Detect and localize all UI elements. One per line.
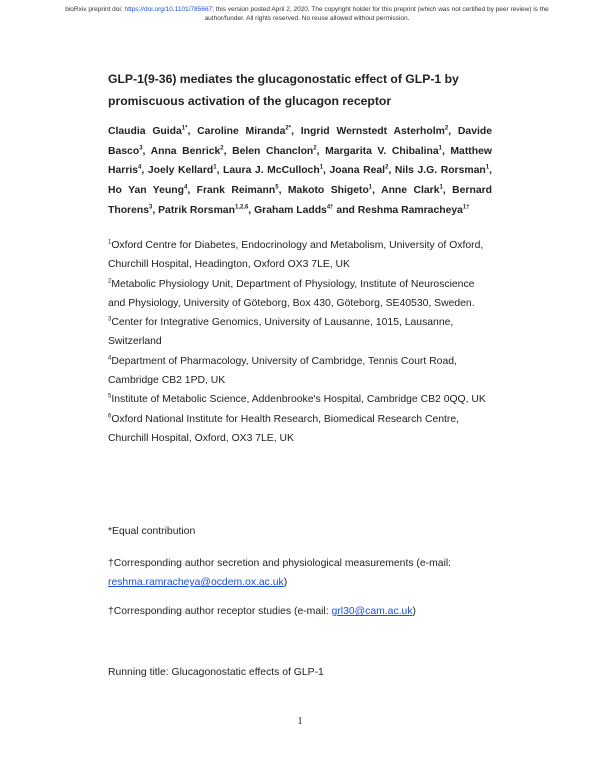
author bbox=[148, 165, 217, 176]
page-number: 1 bbox=[297, 716, 303, 727]
author-affiliation-mark: 2 bbox=[385, 164, 389, 171]
affiliation-number: 4 bbox=[108, 355, 112, 362]
affiliation-text: Metabolic Physiology Unit, Department of Physiology, Institute of Neuroscience and Physiology, University of Göteborg, Box 430, Göteborg, SE40530, Sweden. bbox=[108, 278, 475, 309]
author-affiliation-mark: 5 bbox=[275, 184, 279, 191]
author-name: Margarita V. Chibalina bbox=[325, 145, 439, 157]
running-title: Running title: Glucagonostatic effects of GLP-1 bbox=[108, 667, 324, 678]
author-affiliation-mark: 1 bbox=[439, 184, 443, 191]
author-name: Laura J. McCulloch bbox=[223, 165, 320, 177]
author-name: Nils J.G. Rorsman bbox=[394, 165, 486, 177]
author-affiliation-mark: 2 bbox=[313, 145, 317, 152]
author-affiliation-mark: 2 bbox=[220, 145, 224, 152]
author bbox=[358, 205, 470, 216]
author bbox=[197, 185, 279, 196]
author bbox=[288, 185, 372, 196]
doi-link[interactable]: https://doi.org/10.1101/785667 bbox=[124, 6, 213, 13]
author bbox=[395, 165, 489, 176]
affiliation-number: 3 bbox=[108, 316, 112, 323]
author-list: Claudia Guida$^{1*}$, Caroline Miranda$^{2*}$, Ingrid Wernstedt Asterholm$^2$, Davide Basco$^3$, Anna Benrick$^2$, Belen Chanclon$^2$, Margarita V. Chibalina$^1$, Matthew Harris$^4$, Joely Kellard$^1$, Laura J. McCulloch$^1$, Joana Real$^2$, Nils J.G. Rorsman$^1$, Ho Yan Yeung$^4$, Frank Reimann$^5$, Makoto Shigeto$^1$, Anne Clark$^1$, Bernard Thorens$^3$, Patrik Rorsman$^{1,2,6}$, Graham Ladds$^{4\dagger}$ and Reshma Ramracheya$^{1\dagger}$ bbox=[108, 125, 492, 216]
author bbox=[330, 165, 389, 176]
author bbox=[158, 205, 248, 216]
author bbox=[381, 185, 443, 196]
affiliation-list bbox=[108, 236, 492, 448]
corr2-email-link[interactable]: grl30@cam.ac.uk bbox=[331, 606, 413, 617]
author bbox=[301, 126, 448, 137]
author bbox=[151, 146, 224, 157]
author bbox=[325, 146, 442, 157]
affiliation-number: 6 bbox=[108, 413, 112, 420]
affiliation bbox=[108, 236, 492, 275]
affiliation-number: 2 bbox=[108, 278, 112, 285]
author-name: Bernard Thorens bbox=[108, 185, 492, 216]
corresponding-author-2 bbox=[108, 602, 416, 621]
affiliation-text: Institute of Metabolic Science, Addenbrooke's Hospital, Cambridge CB2 0QQ, UK bbox=[111, 394, 486, 406]
affiliation bbox=[108, 275, 492, 314]
corr2-text: †Corresponding author receptor studies (e-mail: bbox=[108, 606, 332, 617]
author-name: Davide Basco bbox=[108, 126, 492, 157]
author-affiliation-mark: 2* bbox=[285, 125, 292, 132]
affiliation bbox=[108, 352, 492, 391]
author-name: Anne Clark bbox=[381, 185, 440, 197]
affiliation-text: Center for Integrative Genomics, University of Lausanne, 1015, Lausanne, Switzerland bbox=[108, 317, 454, 348]
author-affiliation-mark: 1* bbox=[181, 125, 188, 132]
author-affiliation-mark: 1 bbox=[485, 164, 490, 171]
affiliation-number: 1 bbox=[108, 239, 112, 246]
author-affiliation-mark: 3 bbox=[139, 145, 143, 152]
affiliation-number: 5 bbox=[108, 393, 112, 400]
author-name: Joana Real bbox=[329, 165, 386, 177]
author bbox=[108, 185, 187, 196]
author-name: Caroline Miranda bbox=[197, 126, 286, 137]
author-name: Belen Chanclon bbox=[232, 145, 314, 157]
affiliation bbox=[108, 313, 492, 352]
author-affiliation-mark: 1 bbox=[213, 164, 217, 171]
author bbox=[232, 146, 317, 157]
author-affiliation-mark: 1 bbox=[368, 184, 373, 191]
author-affiliation-mark: 4 bbox=[183, 184, 188, 191]
preprint-banner bbox=[62, 5, 552, 23]
corresponding-author-1 bbox=[108, 554, 508, 592]
equal-contribution-note: *Equal contribution bbox=[108, 526, 196, 537]
author-affiliation-mark: 3 bbox=[149, 204, 153, 211]
author-name: Frank Reimann bbox=[196, 185, 276, 197]
author-affiliation-mark: 4† bbox=[326, 204, 334, 211]
author bbox=[108, 126, 187, 137]
author bbox=[197, 126, 291, 137]
banner-suffix: ; this version posted April 2, 2020. The copyright holder for this preprint (which was not certified by peer review) is the author/funder. All rights reserved. No reuse allowed without permission. bbox=[204, 6, 549, 22]
author-affiliation-mark: 2 bbox=[444, 125, 449, 132]
author-name: Ho Yan Yeung bbox=[108, 185, 184, 197]
affiliation-text: Oxford Centre for Diabetes, Endocrinology and Metabolism, University of Oxford, Churchill Hospital, Headington, Oxford OX3 7LE, UK bbox=[108, 240, 484, 271]
affiliation-text: Department of Pharmacology, University of Cambridge, Tennis Court Road, Cambridge CB2 1PD, UK bbox=[108, 355, 457, 387]
affiliation-text: Oxford National Institute for Health Research, Biomedical Research Centre, Churchill Hospital, Oxford, OX3 7LE, UK bbox=[108, 413, 460, 444]
banner-prefix: bioRxiv preprint doi: bbox=[65, 6, 125, 13]
author-name: Matthew Harris bbox=[108, 145, 492, 177]
author bbox=[254, 205, 333, 216]
affiliation bbox=[108, 390, 492, 409]
corr2-close: ) bbox=[412, 606, 416, 617]
author-affiliation-mark: 1,2,6 bbox=[234, 204, 249, 211]
author-name: Patrik Rorsman bbox=[158, 204, 235, 216]
affiliation bbox=[108, 410, 492, 449]
author-affiliation-mark: 1 bbox=[438, 145, 442, 152]
author-name: Joely Kellard bbox=[147, 165, 214, 177]
author-affiliation-mark: 1† bbox=[462, 204, 470, 211]
author-name: Makoto Shigeto bbox=[287, 185, 369, 197]
corr1-email-link[interactable]: reshma.ramracheya@ocdem.ox.ac.uk bbox=[108, 577, 284, 588]
author-affiliation-mark: 1 bbox=[319, 164, 324, 171]
author-name: Ingrid Wernstedt Asterholm bbox=[300, 126, 445, 137]
author-joiner: and bbox=[333, 204, 358, 216]
author-name: Claudia Guida bbox=[108, 126, 182, 137]
author bbox=[223, 165, 323, 176]
author-name: Anna Benrick bbox=[150, 145, 221, 157]
corr1-text: †Corresponding author secretion and physiological measurements (e-mail: bbox=[108, 558, 452, 569]
author-affiliation-mark: 4 bbox=[138, 164, 142, 171]
corr1-close: ) bbox=[283, 577, 288, 588]
paper-title: GLP-1(9-36) mediates the glucagonostatic effect of GLP-1 by promiscuous activation of the glucagon receptor bbox=[108, 72, 459, 108]
author-name: Graham Ladds bbox=[254, 204, 327, 216]
author-name: Reshma Ramracheya bbox=[357, 204, 463, 216]
